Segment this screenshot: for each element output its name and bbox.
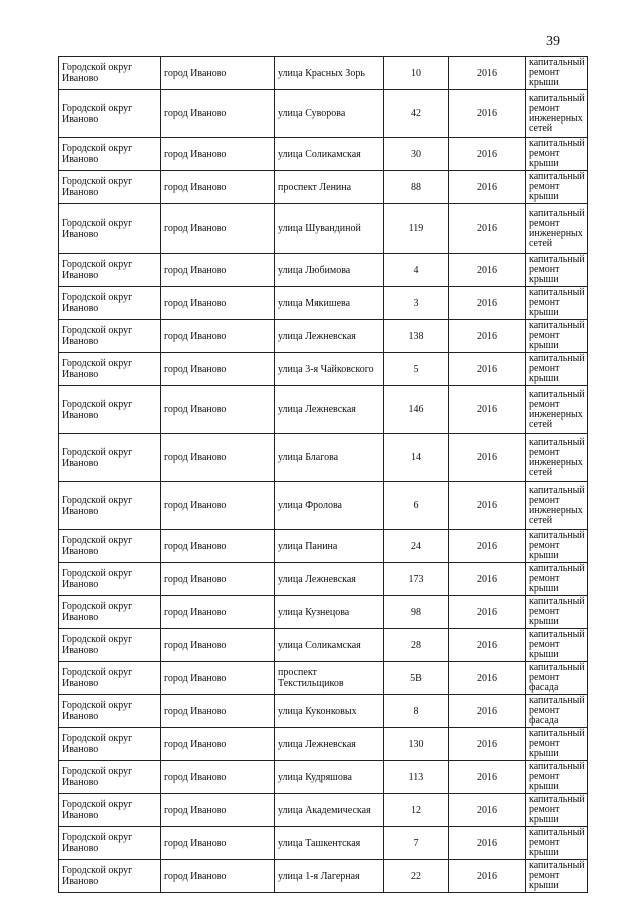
house-cell: 24 xyxy=(384,530,449,563)
table-row xyxy=(59,761,588,794)
city-cell: город Иваново xyxy=(161,827,275,860)
street-cell: улица Лежневская xyxy=(275,320,384,353)
house-cell: 22 xyxy=(384,860,449,893)
year-cell: 2016 xyxy=(449,171,526,204)
house-cell: 173 xyxy=(384,563,449,596)
work-cell: капитальный ремонт крыши xyxy=(526,563,588,596)
year-cell: 2016 xyxy=(449,386,526,434)
work-cell: капитальный ремонт крыши xyxy=(526,761,588,794)
house-cell: 119 xyxy=(384,204,449,254)
street-cell: проспект Ленина xyxy=(275,171,384,204)
district-cell: Городской округ Иваново xyxy=(59,530,161,563)
work-cell: капитальный ремонт крыши xyxy=(526,57,588,90)
street-cell: проспект Текстильщиков xyxy=(275,662,384,695)
city-cell: город Иваново xyxy=(161,90,275,138)
work-cell: капитальный ремонт крыши xyxy=(526,287,588,320)
street-cell: улица Шувандиной xyxy=(275,204,384,254)
year-cell: 2016 xyxy=(449,530,526,563)
year-cell: 2016 xyxy=(449,596,526,629)
work-cell: капитальный ремонт крыши xyxy=(526,530,588,563)
street-cell: улица Лежневская xyxy=(275,563,384,596)
year-cell: 2016 xyxy=(449,138,526,171)
street-cell: улица Красных Зорь xyxy=(275,57,384,90)
table-row xyxy=(59,596,588,629)
street-cell: улица Куконковых xyxy=(275,695,384,728)
year-cell: 2016 xyxy=(449,860,526,893)
work-cell: капитальный ремонт крыши xyxy=(526,171,588,204)
district-cell: Городской округ Иваново xyxy=(59,860,161,893)
house-cell: 14 xyxy=(384,434,449,482)
street-cell: улица Мякишева xyxy=(275,287,384,320)
table-row xyxy=(59,662,588,695)
house-cell: 88 xyxy=(384,171,449,204)
street-cell: улица Любимова xyxy=(275,254,384,287)
work-cell: капитальный ремонт инженерных сетей xyxy=(526,204,588,254)
table-row xyxy=(59,204,588,254)
table-row xyxy=(59,482,588,530)
city-cell: город Иваново xyxy=(161,353,275,386)
street-cell: улица Лежневская xyxy=(275,386,384,434)
year-cell: 2016 xyxy=(449,204,526,254)
table-row xyxy=(59,827,588,860)
city-cell: город Иваново xyxy=(161,254,275,287)
district-cell: Городской округ Иваново xyxy=(59,204,161,254)
year-cell: 2016 xyxy=(449,827,526,860)
year-cell: 2016 xyxy=(449,90,526,138)
district-cell: Городской округ Иваново xyxy=(59,287,161,320)
district-cell: Городской округ Иваново xyxy=(59,695,161,728)
year-cell: 2016 xyxy=(449,629,526,662)
work-cell: капитальный ремонт крыши xyxy=(526,254,588,287)
district-cell: Городской округ Иваново xyxy=(59,662,161,695)
table-row xyxy=(59,434,588,482)
work-cell: капитальный ремонт фасада xyxy=(526,662,588,695)
street-cell: улица Панина xyxy=(275,530,384,563)
city-cell: город Иваново xyxy=(161,596,275,629)
year-cell: 2016 xyxy=(449,353,526,386)
district-cell: Городской округ Иваново xyxy=(59,596,161,629)
work-cell: капитальный ремонт крыши xyxy=(526,596,588,629)
street-cell: улица Лежневская xyxy=(275,728,384,761)
district-cell: Городской округ Иваново xyxy=(59,57,161,90)
city-cell: город Иваново xyxy=(161,629,275,662)
district-cell: Городской округ Иваново xyxy=(59,728,161,761)
house-cell: 98 xyxy=(384,596,449,629)
street-cell: улица 1-я Лагерная xyxy=(275,860,384,893)
table-row xyxy=(59,629,588,662)
house-cell: 28 xyxy=(384,629,449,662)
registry-body xyxy=(59,57,588,893)
year-cell: 2016 xyxy=(449,320,526,353)
house-cell: 4 xyxy=(384,254,449,287)
district-cell: Городской округ Иваново xyxy=(59,827,161,860)
table-row xyxy=(59,57,588,90)
table-row xyxy=(59,254,588,287)
street-cell: улица Ташкентская xyxy=(275,827,384,860)
year-cell: 2016 xyxy=(449,254,526,287)
year-cell: 2016 xyxy=(449,563,526,596)
work-cell: капитальный ремонт крыши xyxy=(526,320,588,353)
year-cell: 2016 xyxy=(449,662,526,695)
table-row xyxy=(59,171,588,204)
table-row xyxy=(59,90,588,138)
work-cell: капитальный ремонт инженерных сетей xyxy=(526,482,588,530)
year-cell: 2016 xyxy=(449,482,526,530)
house-cell: 30 xyxy=(384,138,449,171)
district-cell: Городской округ Иваново xyxy=(59,138,161,171)
district-cell: Городской округ Иваново xyxy=(59,761,161,794)
house-cell: 113 xyxy=(384,761,449,794)
city-cell: город Иваново xyxy=(161,320,275,353)
district-cell: Городской округ Иваново xyxy=(59,563,161,596)
year-cell: 2016 xyxy=(449,761,526,794)
city-cell: город Иваново xyxy=(161,138,275,171)
house-cell: 42 xyxy=(384,90,449,138)
work-cell: капитальный ремонт крыши xyxy=(526,827,588,860)
work-cell: капитальный ремонт фасада xyxy=(526,695,588,728)
street-cell: улица Благова xyxy=(275,434,384,482)
house-cell: 7 xyxy=(384,827,449,860)
street-cell: улица Кузнецова xyxy=(275,596,384,629)
district-cell: Городской округ Иваново xyxy=(59,629,161,662)
table-row xyxy=(59,860,588,893)
year-cell: 2016 xyxy=(449,57,526,90)
table-row xyxy=(59,695,588,728)
table-row xyxy=(59,530,588,563)
page-number: 39 xyxy=(546,34,560,49)
table-row xyxy=(59,320,588,353)
work-cell: капитальный ремонт крыши xyxy=(526,629,588,662)
work-cell: капитальный ремонт крыши xyxy=(526,138,588,171)
work-cell: капитальный ремонт крыши xyxy=(526,353,588,386)
street-cell: улица Соликамская xyxy=(275,138,384,171)
district-cell: Городской округ Иваново xyxy=(59,320,161,353)
house-cell: 5 xyxy=(384,353,449,386)
district-cell: Городской округ Иваново xyxy=(59,482,161,530)
year-cell: 2016 xyxy=(449,794,526,827)
city-cell: город Иваново xyxy=(161,530,275,563)
table-row xyxy=(59,728,588,761)
city-cell: город Иваново xyxy=(161,434,275,482)
year-cell: 2016 xyxy=(449,434,526,482)
year-cell: 2016 xyxy=(449,728,526,761)
house-cell: 130 xyxy=(384,728,449,761)
house-cell: 138 xyxy=(384,320,449,353)
street-cell: улица Суворова xyxy=(275,90,384,138)
table-row xyxy=(59,353,588,386)
street-cell: улица 3-я Чайковского xyxy=(275,353,384,386)
table-row xyxy=(59,794,588,827)
table-row xyxy=(59,563,588,596)
work-cell: капитальный ремонт крыши xyxy=(526,794,588,827)
city-cell: город Иваново xyxy=(161,287,275,320)
street-cell: улица Кудряшова xyxy=(275,761,384,794)
house-cell: 8 xyxy=(384,695,449,728)
district-cell: Городской округ Иваново xyxy=(59,434,161,482)
table-row xyxy=(59,386,588,434)
repair-registry-table xyxy=(58,56,588,893)
city-cell: город Иваново xyxy=(161,171,275,204)
street-cell: улица Фролова xyxy=(275,482,384,530)
house-cell: 12 xyxy=(384,794,449,827)
district-cell: Городской округ Иваново xyxy=(59,171,161,204)
house-cell: 6 xyxy=(384,482,449,530)
work-cell: капитальный ремонт инженерных сетей xyxy=(526,386,588,434)
district-cell: Городской округ Иваново xyxy=(59,254,161,287)
year-cell: 2016 xyxy=(449,695,526,728)
city-cell: город Иваново xyxy=(161,662,275,695)
table-row xyxy=(59,138,588,171)
city-cell: город Иваново xyxy=(161,563,275,596)
house-cell: 5В xyxy=(384,662,449,695)
city-cell: город Иваново xyxy=(161,860,275,893)
city-cell: город Иваново xyxy=(161,728,275,761)
district-cell: Городской округ Иваново xyxy=(59,386,161,434)
city-cell: город Иваново xyxy=(161,386,275,434)
work-cell: капитальный ремонт крыши xyxy=(526,860,588,893)
work-cell: капитальный ремонт инженерных сетей xyxy=(526,90,588,138)
city-cell: город Иваново xyxy=(161,761,275,794)
work-cell: капитальный ремонт инженерных сетей xyxy=(526,434,588,482)
house-cell: 146 xyxy=(384,386,449,434)
city-cell: город Иваново xyxy=(161,794,275,827)
street-cell: улица Академическая xyxy=(275,794,384,827)
year-cell: 2016 xyxy=(449,287,526,320)
district-cell: Городской округ Иваново xyxy=(59,90,161,138)
district-cell: Городской округ Иваново xyxy=(59,794,161,827)
city-cell: город Иваново xyxy=(161,695,275,728)
table-row xyxy=(59,287,588,320)
city-cell: город Иваново xyxy=(161,204,275,254)
street-cell: улица Соликамская xyxy=(275,629,384,662)
district-cell: Городской округ Иваново xyxy=(59,353,161,386)
city-cell: город Иваново xyxy=(161,482,275,530)
work-cell: капитальный ремонт крыши xyxy=(526,728,588,761)
house-cell: 3 xyxy=(384,287,449,320)
city-cell: город Иваново xyxy=(161,57,275,90)
house-cell: 10 xyxy=(384,57,449,90)
